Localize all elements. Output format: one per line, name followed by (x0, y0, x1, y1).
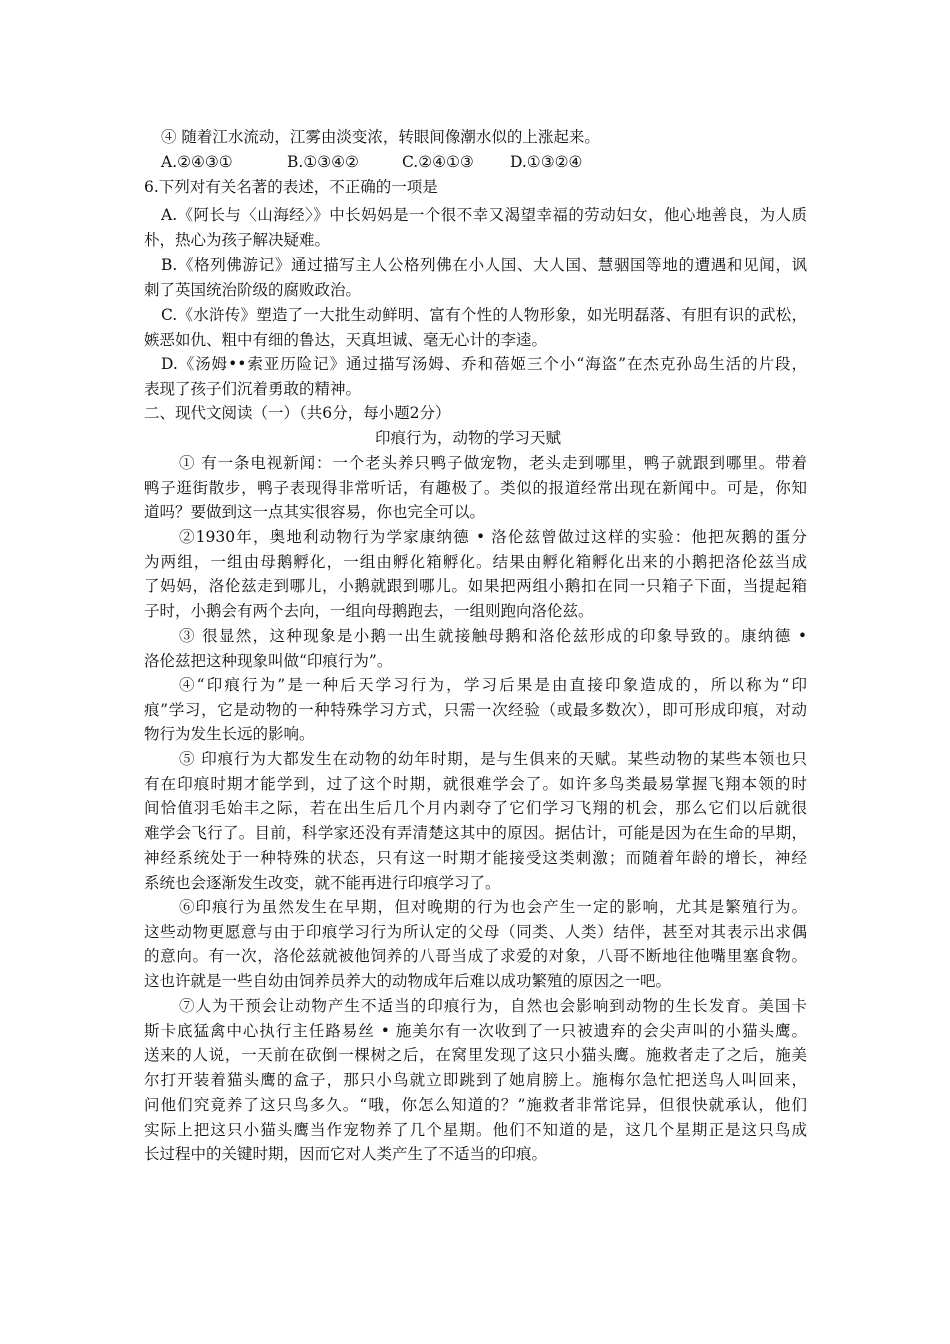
paragraph-2-line-4: 子时，小鹅会有两个去向，一组向母鹅跑去，一组则跑向洛伦兹。 (144, 602, 594, 621)
paragraph-6-line-3: 的意向。有一次，洛伦兹就被他饲养的八哥当成了求爱的对象，八哥不断地往他嘴里塞食物。 (144, 947, 807, 966)
section-heading: 二、现代文阅读（一）（共6分，每小题2分） (144, 404, 451, 422)
paragraph-7-line-5: 问他们究竟养了这只鸟多久。“哦，你怎么知道的？”施救者非常诧异，但很快就承认，他们 (144, 1095, 807, 1114)
paragraph-2-line-2: 为两组，一组由母鹅孵化，一组由孵化箱孵化。结果由孵化箱孵化出来的小鹅把洛伦兹当成 (144, 552, 807, 571)
paragraph-2-line-3: 了妈妈，洛伦兹走到哪儿，小鹅就跟到哪儿。如果把两组小鹅扣在同一只箱子下面，当提起箱 (144, 577, 807, 596)
q6-option-d-line-1: D.《汤姆••索亚历险记》通过描写汤姆、乔和蓓姬三个小“海盗”在杰克孙岛生活的片段， (161, 355, 807, 373)
paragraph-4-line-1: ④“印痕行为”是一种后天学习行为，学习后果是由直接印象造成的，所以称为“印 (179, 676, 807, 694)
q5-options (161, 152, 582, 172)
paragraph-7-line-3: 送来的人说，一天前在砍倒一棵树之后，在窝里发现了这只小猫头鹰。施救者走了之后，施美 (144, 1046, 807, 1065)
paragraph-3-line-2: 洛伦兹把这种现象叫做“印痕行为”。 (144, 651, 393, 670)
paragraph-2-line-1: ②1930年，奥地利动物行为学家康纳德 • 洛伦兹曾做过这样的实验：他把灰鹅的蛋分 (179, 528, 807, 546)
paragraph-5-line-6: 系统也会逐渐发生改变，就不能再进行印痕学习了。 (144, 873, 501, 892)
paragraph-5-line-1: ⑤ 印痕行为大都发生在动物的幼年时期，是与生俱来的天赋。某些动物的某些本领也只 (179, 750, 807, 768)
q6-option-c-line-2: 嫉恶如仇、粗中有细的鲁达，天真坦诚、毫无心计的李逵。 (144, 330, 548, 349)
paragraph-7-line-6: 实际上把这只小猫头鹰当作宠物养了几个星期。他们不知道的是，这几个星期正是这只鸟成 (144, 1120, 807, 1139)
paragraph-7-line-7: 长过程中的关键时期，因而它对人类产生了不适当的印痕。 (144, 1145, 548, 1164)
q6-option-a-line-1: A.《阿长与〈山海经〉》中长妈妈是一个很不幸又渴望幸福的劳动妇女，他心地善良，为人质 (161, 206, 807, 224)
q6-option-d-line-2: 表现了孩子们沉着勇敢的精神。 (144, 379, 362, 398)
q6-option-b-line-2: 刺了英国统治阶级的腐败政治。 (144, 280, 362, 299)
q6-option-c-line-1: C.《水浒传》塑造了一大批生动鲜明、富有个性的人物形象，如光明磊落、有胆有识的武松， (161, 306, 807, 324)
paragraph-3-line-1: ③ 很显然，这种现象是小鹅一出生就接触母鹅和洛伦兹形成的印象导致的。康纳德 • (179, 627, 807, 645)
q6-option-a-line-2: 朴，热心为孩子解决疑难。 (144, 230, 331, 249)
paragraph-6-line-2: 这些动物更愿意与由于印痕学习行为所认定的父母（同类、人类）结伴，甚至对其表示出求偶 (144, 922, 807, 941)
article-title: 印痕行为，动物的学习天赋 (375, 429, 562, 447)
q6-option-b-line-1: B.《格列佛游记》通过描写主人公格列佛在小人国、大人国、慧骃国等地的遭遇和见闻，讽 (161, 256, 807, 274)
q5-item-4: ④ 随着江水流动，江雾由淡变浓，转眼间像潮水似的上涨起来。 (161, 128, 600, 146)
paragraph-1-line-2: 鸭子逛街散步，鸭子表现得非常听话，有趣极了。类似的报道经常出现在新闻中。可是，你知 (144, 478, 807, 497)
paragraph-7-line-1: ⑦人为干预会让动物产生不适当的印痕行为，自然也会影响到动物的生长发育。美国卡 (179, 997, 807, 1015)
paragraph-6-line-4: 这也许就是一些自幼由饲养员养大的动物成年后难以成功繁殖的原因之一吧。 (144, 972, 672, 991)
paragraph-4-line-2: 痕”学习，它是动物的一种特殊学习方式，只需一次经验（或最多数次），即可形成印痕，对动 (144, 700, 807, 719)
paragraph-7-line-2: 斯卡底猛禽中心执行主任路易丝 • 施美尔有一次收到了一只被遗弃的会尖声叫的小猫头鹰。 (144, 1021, 807, 1040)
paragraph-5-line-5: 神经系统处于一种特殊的状态，只有这一时期才能接受这类刺激；而随着年龄的增长，神经 (144, 848, 807, 867)
q5-option-c: C.②④①③ (402, 153, 474, 171)
q5-option-b: B.①③④② (287, 153, 359, 171)
paragraph-6-line-1: ⑥印痕行为虽然发生在早期，但对晚期的行为也会产生一定的影响，尤其是繁殖行为。 (179, 898, 807, 916)
q5-option-d: D.①③②④ (510, 153, 583, 171)
paragraph-7-line-4: 尔打开装着猫头鹰的盒子，那只小鸟就立即跳到了她肩膀上。施梅尔急忙把送鸟人叫回来， (144, 1071, 807, 1090)
paragraph-5-line-2: 有在印痕时期才能学到，过了这个时期，就很难学会了。如许多鸟类最易掌握飞翔本领的时 (144, 774, 807, 793)
paragraph-1-line-1: ① 有一条电视新闻：一个老头养只鸭子做宠物，老头走到哪里，鸭子就跟到哪里。带着 (179, 454, 807, 472)
q5-option-a: A.②④③① (161, 153, 233, 171)
q6-stem: 6.下列对有关名著的表述，不正确的一项是 (144, 178, 438, 196)
paragraph-4-line-3: 物行为发生长远的影响。 (144, 725, 315, 744)
paragraph-5-line-3: 间恰值羽毛始丰之际，若在出生后几个月内剥夺了它们学习飞翔的机会，那么它们以后就很 (144, 799, 807, 818)
paragraph-5-line-4: 难学会飞行了。目前，科学家还没有弄清楚这其中的原因。据估计，可能是因为在生命的早期， (144, 824, 807, 843)
paragraph-1-line-3: 道吗？要做到这一点其实很容易，你也完全可以。 (144, 503, 486, 522)
